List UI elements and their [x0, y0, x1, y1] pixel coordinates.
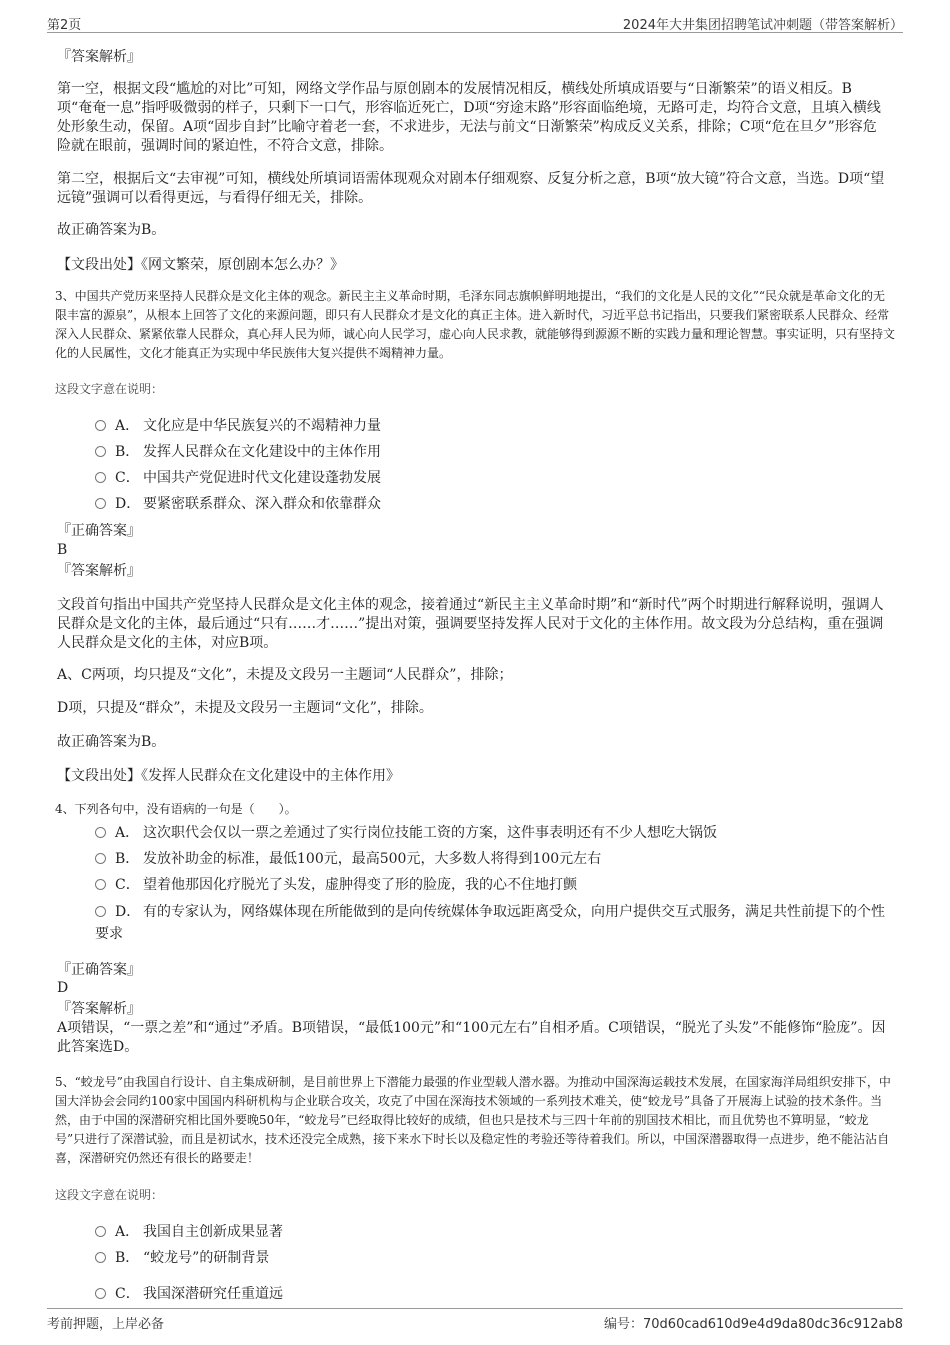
- option-letter: D．: [115, 496, 141, 512]
- option-letter: B．: [115, 1250, 140, 1266]
- q4-answer-label: 『正确答案』: [57, 962, 141, 978]
- radio-button[interactable]: [95, 853, 106, 864]
- q4-answer: D: [57, 980, 69, 996]
- radio-button[interactable]: [95, 472, 106, 483]
- q2-source: 【文段出处】《网文繁荣，原创剧本怎么办？》: [57, 257, 344, 273]
- q4-option-a[interactable]: [95, 823, 717, 843]
- option-letter: C．: [115, 470, 140, 486]
- document-id: 编号：70d60cad610d9e4d9da80dc36c912ab8: [604, 1317, 903, 1332]
- q3-option-d[interactable]: [95, 494, 381, 514]
- option-text: 中国共产党促进时代文化建设蓬勃发展: [143, 470, 381, 486]
- document-title: 2024年大井集团招聘笔试冲刺题（带答案解析）: [622, 18, 903, 33]
- radio-button[interactable]: [95, 498, 106, 509]
- radio-button[interactable]: [95, 420, 106, 431]
- q3-analysis-para1: 文段首句指出中国共产党坚持人民群众是文化主体的观念，接着通过“新民主主义革命时期”和“新时代”两个时期进行解释说明，强调人民群众是文化的主体，最后通过“只有……才……”提出对策，强调要坚持发挥人民对于文化的主体作用。故文段为分总结构，重在强调人民群众是文化的主体，对应B项。: [57, 597, 884, 651]
- option-text: 发挥人民群众在文化建设中的主体作用: [143, 444, 381, 460]
- option-letter: C．: [115, 877, 140, 893]
- q3-analysis-label: 『答案解析』: [57, 563, 141, 579]
- option-text: 要紧密联系群众、深入群众和依靠群众: [143, 496, 381, 512]
- q3-option-a[interactable]: [95, 416, 381, 436]
- radio-button[interactable]: [95, 1288, 106, 1299]
- footer-divider: [47, 1308, 903, 1309]
- option-letter: A．: [115, 825, 140, 841]
- q2-analysis-para2: 第二空，根据后文“去审视”可知，横线处所填词语需体现观众对剧本仔细观察、反复分析之意，B项“放大镜”符合文意，当选。D项“望远镜”强调可以看得更远，与看得仔细无关，排除。: [57, 171, 885, 206]
- q4-analysis-label: 『答案解析』: [57, 1001, 141, 1017]
- q4-option-c[interactable]: [95, 875, 577, 895]
- q4-option-d[interactable]: [95, 901, 885, 945]
- radio-button[interactable]: [95, 1252, 106, 1263]
- option-letter: B．: [115, 444, 140, 460]
- option-letter: B．: [115, 851, 140, 867]
- q2-analysis-label: 『答案解析』: [57, 49, 141, 65]
- radio-button[interactable]: [95, 879, 106, 890]
- q3-answer-label: 『正确答案』: [57, 523, 141, 539]
- option-letter: D．: [115, 904, 141, 920]
- option-letter: C．: [115, 1286, 140, 1302]
- q2-analysis-para1: 第一空，根据文段“尴尬的对比”可知，网络文学作品与原创剧本的发展情况相反，横线处所填成语要与“日渐繁荣”的语义相反。B项“奄奄一息”指呼吸微弱的样子，只剩下一口气，形容临近死亡，D项“穷途末路”形容面临绝境，无路可走，均符合文意，且填入横线处形象生动，保留。A项“固步自封”比喻守着老一套，不求进步，无法与前文“日渐繁荣”构成反义关系，排除；C项“危在旦夕”形容危险就在眼前，强调时间的紧迫性，不符合文意，排除。: [57, 81, 881, 154]
- q2-conclusion: 故正确答案为B。: [57, 222, 166, 238]
- option-text: 我国自主创新成果显著: [143, 1224, 283, 1240]
- radio-button[interactable]: [95, 1226, 106, 1237]
- q3-option-b[interactable]: [95, 442, 381, 462]
- q3-stem: 3、中国共产党历来坚持人民群众是文化主体的观念。新民主主义革命时期，毛泽东同志旗帜鲜明地提出，“我们的文化是人民的文化”“民众就是革命文化的无限丰富的源泉”，从根本上回答了文化的来源问题，即只有人民群众才是文化的真正主体。进入新时代，习近平总书记指出，只要我们紧密联系人民群众、经常深入人民群众、紧紧依靠人民群众，真心拜人民为师，诚心向人民学习，虚心向人民求教，就能够得到源源不断的实践力量和理论智慧。事实证明，只有坚持文化的人民属性，文化才能真正为实现中华民族伟大复兴提供不竭精神力量。: [55, 289, 896, 360]
- option-letter: A．: [115, 1224, 140, 1240]
- q3-answer: B: [57, 542, 68, 558]
- radio-button[interactable]: [95, 827, 106, 838]
- q3-analysis-para3: D项，只提及“群众”，未提及文段另一主题词“文化”，排除。: [57, 700, 433, 716]
- q4-option-b[interactable]: [95, 849, 601, 869]
- page-number: 第2页: [47, 18, 82, 33]
- q5-option-b[interactable]: [95, 1248, 269, 1268]
- option-text: “蛟龙号”的研制背景: [143, 1250, 270, 1266]
- option-text: 文化应是中华民族复兴的不竭精神力量: [143, 418, 381, 434]
- option-letter: A．: [115, 418, 140, 434]
- q5-stem: 5、“蛟龙号”由我国自行设计、自主集成研制，是目前世界上下潜能力最强的作业型载人潜水器。为推动中国深海运载技术发展，在国家海洋局组织安排下，中国大洋协会会同约100家中国国内科研机构与企业联合攻关，攻克了中国在深海技术领域的一系列技术难关，使“蛟龙号”具备了开展海上试验的技术条件。当然，由于中国的深潜研究相比国外要晚50年，“蛟龙号”已经取得比较好的成绩，但也只是技术与三四十年前的别国技术相比，而且优势也不算明显，“蛟龙号”只进行了深潜试验，而且是初试水，技术还没完全成熟，接下来水下时长以及稳定性的考验还等待着我们。所以，中国深潜器取得一点进步，绝不能沾沾自喜，深潜研究仍然还有很长的路要走！: [55, 1075, 891, 1165]
- option-text: 望着他那因化疗脱光了头发，虚肿得变了形的脸庞，我的心不住地打颤: [143, 877, 577, 893]
- q5-option-a[interactable]: [95, 1222, 283, 1242]
- q3-question: 这段文字意在说明：: [55, 382, 164, 396]
- q3-analysis-para2: A、C两项，均只提及“文化”，未提及文段另一主题词“人民群众”，排除；: [57, 667, 513, 683]
- q5-question: 这段文字意在说明：: [55, 1188, 164, 1202]
- q3-source: 【文段出处】《发挥人民群众在文化建设中的主体作用》: [57, 768, 400, 784]
- radio-button[interactable]: [95, 446, 106, 457]
- option-text: 发放补助金的标准，最低100元，最高500元，大多数人将得到100元左右: [143, 851, 602, 867]
- q5-option-c[interactable]: [95, 1284, 283, 1304]
- option-text: 这次职代会仅以一票之差通过了实行岗位技能工资的方案，这件事表明还有不少人想吃大锅饭: [143, 825, 717, 841]
- footer-slogan: 考前押题，上岸必备: [47, 1317, 165, 1332]
- option-text: 我国深潜研究任重道远: [143, 1286, 283, 1302]
- option-text: 有的专家认为，网络媒体现在所能做到的是向传统媒体争取远距离受众，向用户提供交互式服务，满足共性前提下的个性要求: [95, 904, 885, 942]
- q4-stem: 4、下列各句中，没有语病的一句是（ ）。: [55, 802, 297, 816]
- q3-option-c[interactable]: [95, 468, 381, 488]
- q4-analysis: A项错误，“一票之差”和“通过”矛盾。B项错误，“最低100元”和“100元左右”自相矛盾。C项错误，“脱光了头发”不能修饰“脸庞”。因此答案选D。: [57, 1020, 886, 1055]
- radio-button[interactable]: [95, 906, 106, 917]
- header-divider: [47, 32, 903, 33]
- q3-conclusion: 故正确答案为B。: [57, 734, 166, 750]
